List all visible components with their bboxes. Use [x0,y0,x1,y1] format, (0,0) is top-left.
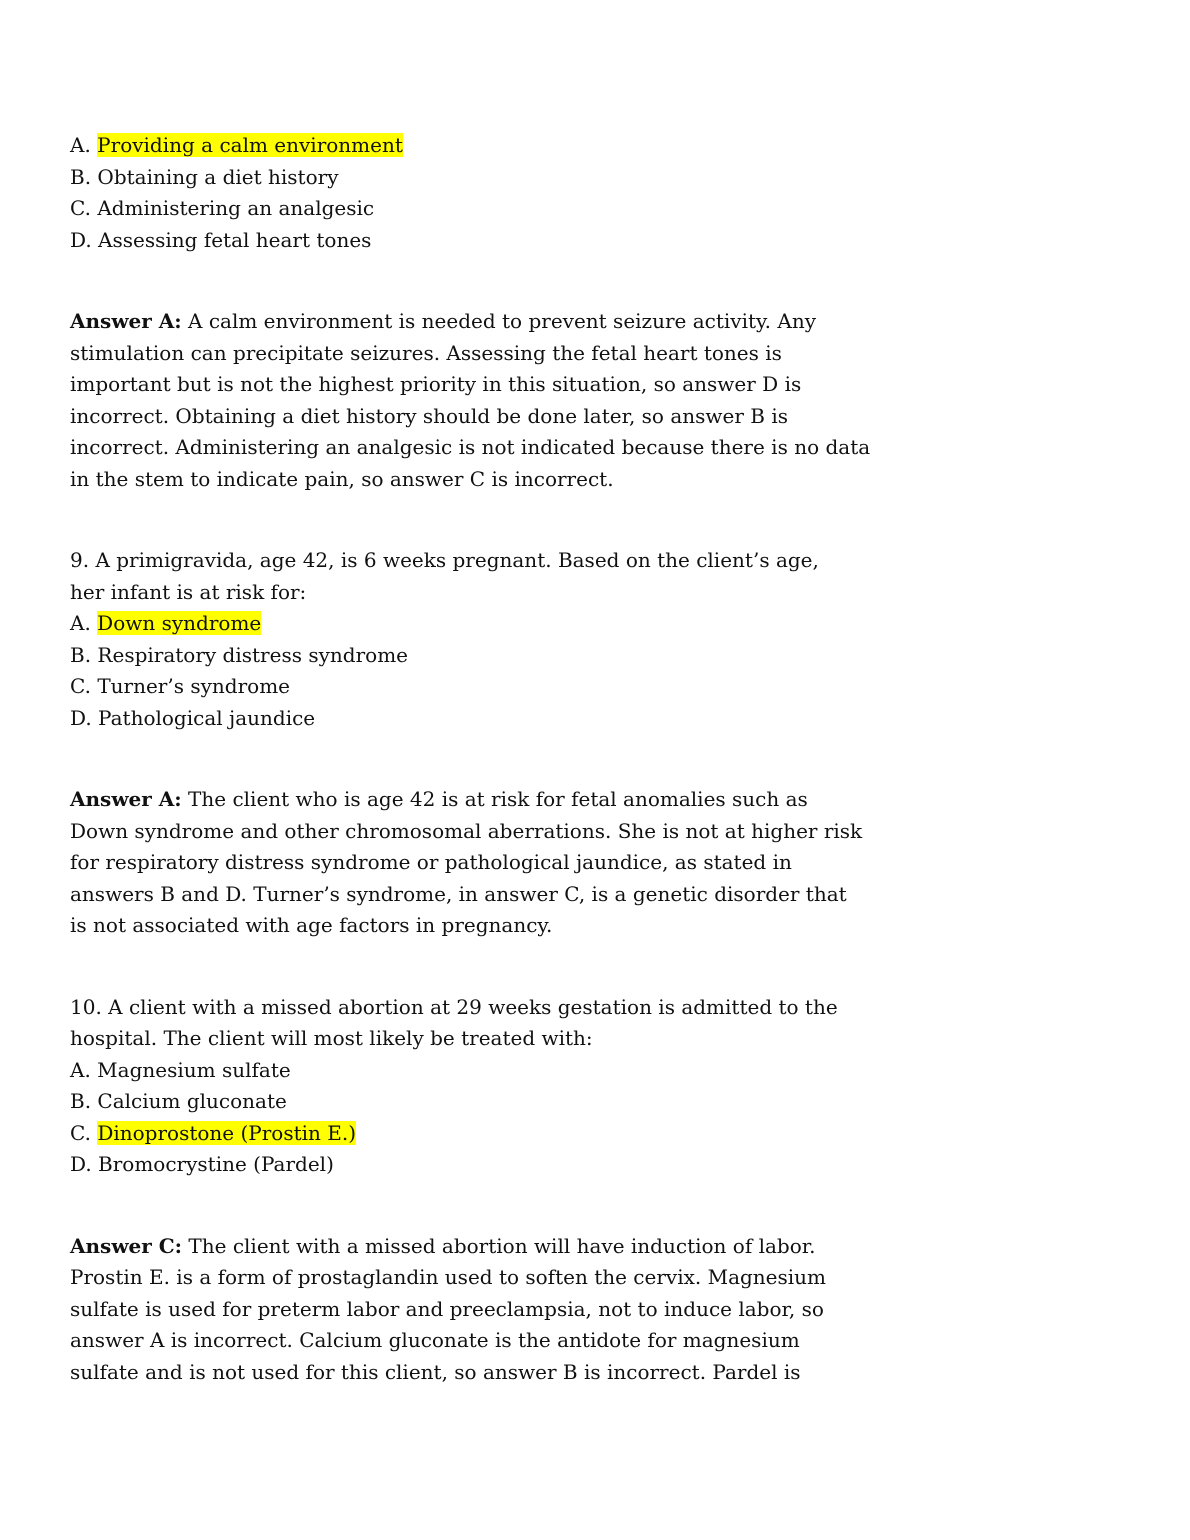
spacer [70,1181,870,1231]
answer-line: in the stem to indicate pain, so answer C is incorrect. [70,466,614,491]
answer-line: incorrect. Administering an analgesic is not indicated because there is no data [70,435,871,459]
q10-option-a: A. Magnesium sulfate [70,1057,291,1082]
q9-option-a: A. Down syndrome [70,611,262,635]
q10-question [70,992,870,1055]
answer-line: answer A is incorrect. Calcium gluconate is the antidote for magnesium [70,1328,800,1352]
q9-option-c: C. Turner’s syndrome [70,674,290,698]
q8-answer [70,306,870,495]
answer-line: stimulation can precipitate seizures. Assessing the fetal heart tones is [70,340,782,365]
answer-line: Answer C: The client with a missed abortion will have induction of labor. [70,1233,816,1258]
question-line: 9. A primigravida, age 42, is 6 weeks pregnant. Based on the client’s age, [70,548,819,572]
answer-label: Answer C: [70,1233,183,1258]
q8-option-a: A. Providing a calm environment [70,133,403,157]
q9-option-b: B. Respiratory distress syndrome [70,642,408,667]
question-line: hospital. The client will most likely be treated with: [70,1026,593,1050]
question-line: 10. A client with a missed abortion at 29 weeks gestation is admitted to the [70,994,838,1019]
question-line: her infant is at risk for: [70,579,307,604]
answer-line: is not associated with age factors in pregnancy. [70,913,553,937]
answer-line: Prostin E. is a form of prostaglandin used to soften the cervix. Magnesium [70,1265,827,1289]
spacer [70,734,870,784]
answer-line: Answer A: A calm environment is needed to prevent seizure activity. Any [70,309,816,333]
spacer [70,256,870,306]
highlighted-answer: Dinoprostone (Prostin E.) [97,1120,357,1145]
answer-line: important but is not the highest priority in this situation, so answer D is [70,372,802,396]
q8-options [70,130,870,256]
q10-answer [70,1231,870,1389]
q9-options [70,608,870,734]
answer-line: for respiratory distress syndrome or pathological jaundice, as stated in [70,850,792,874]
spacer [70,495,870,545]
answer-line: Answer A: The client who is age 42 is at risk for fetal anomalies such as [70,787,808,811]
highlighted-answer: Providing a calm environment [97,133,403,157]
spacer [70,942,870,992]
q8-option-b: B. Obtaining a diet history [70,164,339,189]
q10-option-b: B. Calcium gluconate [70,1089,287,1113]
q8-option-c: C. Administering an analgesic [70,196,375,220]
q10-options [70,1055,870,1181]
q9-answer [70,784,870,942]
answer-line: sulfate and is not used for this client, so answer B is incorrect. Pardel is [70,1359,801,1384]
q9-option-d: D. Pathological jaundice [70,705,316,730]
answer-line: sulfate is used for preterm labor and preeclampsia, not to induce labor, so [70,1296,824,1321]
answer-line: Down syndrome and other chromosomal aberrations. She is not at higher risk [70,818,863,843]
answer-label: Answer A: [70,309,182,333]
answer-line: answers B and D. Turner’s syndrome, in answer C, is a genetic disorder that [70,881,847,906]
answer-label: Answer A: [70,787,182,811]
highlighted-answer: Down syndrome [97,611,262,635]
q10-option-d: D. Bromocrystine (Pardel) [70,1152,334,1176]
q10-option-c: C. Dinoprostone (Prostin E.) [70,1120,357,1145]
q9-question [70,545,870,608]
answer-line: incorrect. Obtaining a diet history should be done later, so answer B is [70,403,788,428]
document-page [70,130,870,1388]
q8-option-d: D. Assessing fetal heart tones [70,227,372,252]
